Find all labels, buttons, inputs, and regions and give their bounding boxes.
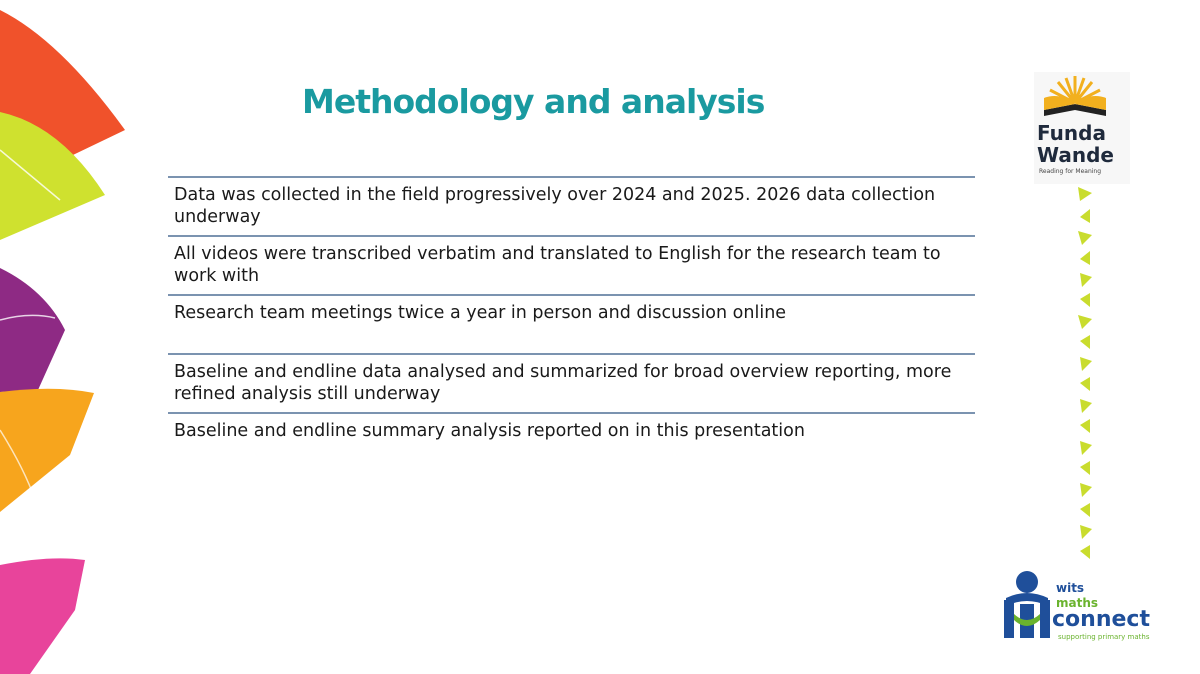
- funda-wande-line1: Funda: [1037, 121, 1106, 145]
- fan-orange-shape: [0, 389, 94, 512]
- fan-pink-shape: [0, 558, 85, 674]
- table-row: All videos were transcribed verbatim and translated to English for the research team to work with: [168, 235, 975, 294]
- connect-label: connect: [1052, 607, 1150, 632]
- wits-maths-connect-emblem: [1000, 570, 1060, 642]
- maths-label: maths: [1056, 596, 1099, 610]
- methodology-table: [168, 176, 975, 452]
- table-row: Research team meetings twice a year in person and discussion online: [168, 294, 975, 353]
- funda-wande-tagline: Reading for Meaning: [1039, 168, 1102, 175]
- book-icon: [1038, 76, 1112, 118]
- slide-title: Methodology and analysis: [302, 82, 765, 121]
- funda-wande-line2: Wande: [1037, 143, 1114, 167]
- wits-tagline: supporting primary maths: [1058, 633, 1150, 641]
- wits-label: wits: [1056, 581, 1085, 595]
- table-row: Data was collected in the field progressively over 2024 and 2025. 2026 data collection underway: [168, 176, 975, 235]
- decorative-fan-shapes: [0, 0, 130, 674]
- decorative-triangle-chain: [1076, 185, 1096, 560]
- fan-purple-shape: [0, 268, 65, 392]
- funda-wande-wordmark: [1037, 122, 1114, 166]
- table-row: Baseline and endline data analysed and summarized for broad overview reporting, more refined analysis still underway: [168, 353, 975, 412]
- table-row: Baseline and endline summary analysis reported on in this presentation: [168, 412, 975, 452]
